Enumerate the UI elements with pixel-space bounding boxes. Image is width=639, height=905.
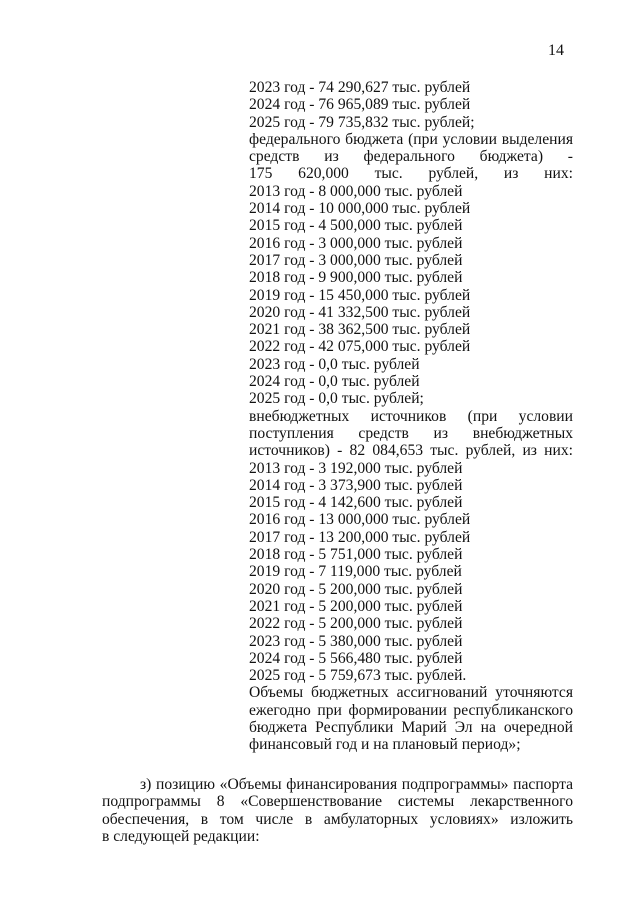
text-line: 2017 год - 13 200,000 тыс. рублей [249,528,471,546]
text-line: з) позицию «Объемы финансирования подпрограммы» паспорта [140,776,573,793]
text-line: 2023 год - 0,0 тыс. рублей [249,355,420,373]
text-line: 2023 год - 5 380,000 тыс. рублей [249,632,463,650]
text-line: поступления средств из внебюджетных [249,424,573,442]
page-number: 14 [548,42,564,59]
text-line: 2025 год - 79 735,832 тыс. рублей; [249,113,475,131]
text-line: 2014 год - 10 000,000 тыс. рублей [249,200,471,218]
text-line: 2020 год - 41 332,500 тыс. рублей [249,303,471,321]
text-line: средств из федерального бюджета) - [249,148,573,166]
text-line: 2021 год - 5 200,000 тыс. рублей [249,597,463,615]
text-line: 2019 год - 15 450,000 тыс. рублей [249,286,471,304]
text-line: 2019 год - 7 119,000 тыс. рублей [249,563,462,581]
text-line: 2023 год - 74 290,627 тыс. рублей [249,79,471,96]
text-line: 175 620,000 тыс. рублей, из них: [249,165,573,183]
text-line: 2025 год - 0,0 тыс. рублей; [249,390,424,408]
text-line: 2016 год - 3 000,000 тыс. рублей [249,234,463,252]
funding-column [249,79,573,754]
text-line: 2024 год - 0,0 тыс. рублей [249,373,420,391]
text-line: 2018 год - 5 751,000 тыс. рублей [249,546,463,564]
text-line: финансовый год и на плановый период»; [249,736,521,754]
text-line: подпрограммы 8 «Совершенствование системы лекарственного [102,793,573,811]
text-line: 2020 год - 5 200,000 тыс. рублей [249,580,463,598]
text-line: 2014 год - 3 373,900 тыс. рублей [249,476,463,494]
text-line: в следующей редакции: [102,827,260,845]
text-line: 2022 год - 42 075,000 тыс. рублей [249,338,471,356]
text-line: Объемы бюджетных ассигнований уточняются [249,684,573,702]
text-line: 2025 год - 5 759,673 тыс. рублей. [249,667,467,685]
text-line: бюджета Республики Марий Эл на очередной [249,718,573,736]
text-line: 2017 год - 3 000,000 тыс. рублей [249,251,463,269]
text-line: внебюджетных источников (при условии [249,407,573,425]
text-line: 2013 год - 3 192,000 тыс. рублей [249,459,463,477]
text-line: 2015 год - 4 142,600 тыс. рублей [249,494,463,512]
text-line: федерального бюджета (при условии выделения [249,130,573,148]
text-line: 2021 год - 38 362,500 тыс. рублей [249,321,471,339]
text-line: 2016 год - 13 000,000 тыс. рублей [249,511,471,529]
text-line: 2018 год - 9 900,000 тыс. рублей [249,269,463,287]
amendment-paragraph [102,776,573,845]
text-line: 2015 год - 4 500,000 тыс. рублей [249,217,463,235]
text-line: 2013 год - 8 000,000 тыс. рублей [249,182,463,200]
text-line: 2022 год - 5 200,000 тыс. рублей [249,615,463,633]
text-line: 2024 год - 5 566,480 тыс. рублей [249,649,463,667]
text-line: источников) - 82 084,653 тыс. рублей, из них: [249,442,573,460]
text-line: ежегодно при формировании республиканского [249,701,573,719]
text-line: 2024 год - 76 965,089 тыс. рублей [249,96,471,114]
text-line: обеспечения, в том числе в амбулаторных условиях» изложить [102,810,573,828]
